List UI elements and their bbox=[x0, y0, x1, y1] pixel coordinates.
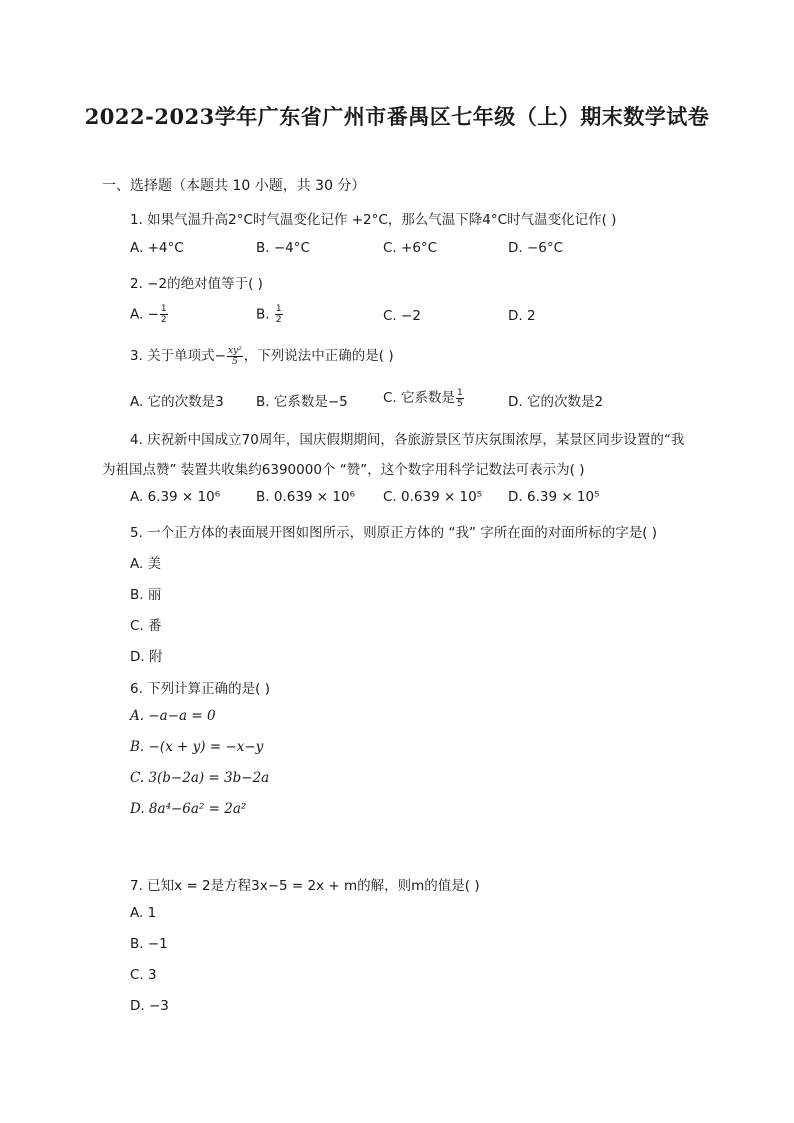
question-4-stem-line1: 4. 庆祝新中国成立70周年，国庆假期期间，各旅游景区节庆氛围浓厚，某景区同步设置的“我 bbox=[130, 432, 685, 448]
fraction-denominator: 2 bbox=[275, 315, 282, 325]
q4-option-c: C. 0.639 × 10⁵ bbox=[383, 489, 483, 505]
fraction-denominator: 2 bbox=[160, 315, 167, 325]
question-5-stem: 5. 一个正方体的表面展开图如图所示，则原正方体的 “我” 字所在面的对面所标的字是( ) bbox=[130, 525, 658, 541]
q1-option-b: B. −4°C bbox=[256, 240, 310, 256]
q4-option-b: B. 0.639 × 10⁶ bbox=[256, 489, 355, 505]
q2-option-a-label: A. − bbox=[130, 306, 159, 323]
q4-option-a: A. 6.39 × 10⁶ bbox=[130, 489, 221, 505]
q2-option-b-fraction bbox=[275, 304, 283, 325]
q1-option-c: C. +6°C bbox=[383, 240, 438, 256]
q3-monomial-fraction bbox=[227, 346, 243, 367]
q6-option-a: A. −a−a = 0 bbox=[130, 708, 216, 724]
q6-option-b: B. −(x + y) = −x−y bbox=[130, 739, 264, 755]
q3-option-c-fraction bbox=[456, 388, 464, 409]
q3-option-b: B. 它系数是−5 bbox=[256, 394, 348, 410]
q2-option-b bbox=[256, 304, 284, 325]
q3-stem-suffix: ，下列说法中正确的是( ) bbox=[243, 348, 394, 364]
question-7-stem: 7. 已知x = 2是方程3x−5 = 2x + m的解，则m的值是( ) bbox=[130, 878, 480, 894]
q3-option-c-label: C. 它系数是 bbox=[383, 390, 456, 406]
q5-option-b: B. 丽 bbox=[130, 587, 162, 603]
question-6-stem: 6. 下列计算正确的是( ) bbox=[130, 681, 270, 697]
q7-option-c: C. 3 bbox=[130, 967, 157, 983]
fraction-numerator: 1 bbox=[457, 387, 463, 398]
section-heading: 一、选择题（本题共 10 小题，共 30 分） bbox=[102, 178, 366, 194]
q5-option-c: C. 番 bbox=[130, 618, 162, 634]
q5-option-a: A. 美 bbox=[130, 556, 162, 572]
q7-option-d: D. −3 bbox=[130, 998, 169, 1014]
q2-option-c: C. −2 bbox=[383, 308, 421, 324]
fraction-denominator: 5 bbox=[457, 398, 463, 409]
q4-option-d: D. 6.39 × 10⁵ bbox=[508, 489, 600, 505]
q6-option-d: D. 8a⁴−6a² = 2a² bbox=[130, 801, 247, 817]
fraction-numerator: xy² bbox=[227, 345, 242, 356]
question-1-stem: 1. 如果气温升高2°C时气温变化记作 +2°C，那么气温下降4°C时气温变化记作( ) bbox=[130, 212, 617, 228]
q2-option-a-fraction bbox=[160, 304, 168, 325]
fraction-numerator: 1 bbox=[275, 304, 282, 314]
q2-option-a bbox=[130, 304, 169, 325]
q2-option-b-label: B. bbox=[256, 306, 274, 323]
fraction-numerator: 1 bbox=[160, 304, 167, 314]
q6-option-c: C. 3(b−2a) = 3b−2a bbox=[130, 770, 270, 786]
fraction-denominator: 5 bbox=[232, 356, 238, 367]
q3-option-a: A. 它的次数是3 bbox=[130, 394, 224, 410]
question-4-stem-line2: 为祖国点赞” 装置共收集约6390000个 “赞”，这个数字用科学记数法可表示为( ) bbox=[102, 462, 585, 478]
q7-option-a: A. 1 bbox=[130, 905, 157, 921]
q7-option-b: B. −1 bbox=[130, 936, 168, 952]
exam-title: 2022-2023学年广东省广州市番禺区七年级（上）期末数学试卷 bbox=[84, 104, 710, 129]
q3-stem-prefix: 3. 关于单项式− bbox=[130, 348, 226, 364]
q3-option-d: D. 它的次数是2 bbox=[508, 394, 604, 410]
q2-option-d: D. 2 bbox=[508, 308, 536, 324]
q1-option-a: A. +4°C bbox=[130, 240, 184, 256]
question-3-stem bbox=[130, 344, 394, 367]
q1-option-d: D. −6°C bbox=[508, 240, 564, 256]
question-2-stem: 2. −2的绝对值等于( ) bbox=[130, 276, 263, 292]
q3-option-c bbox=[383, 386, 465, 409]
q5-option-d: D. 附 bbox=[130, 649, 163, 665]
